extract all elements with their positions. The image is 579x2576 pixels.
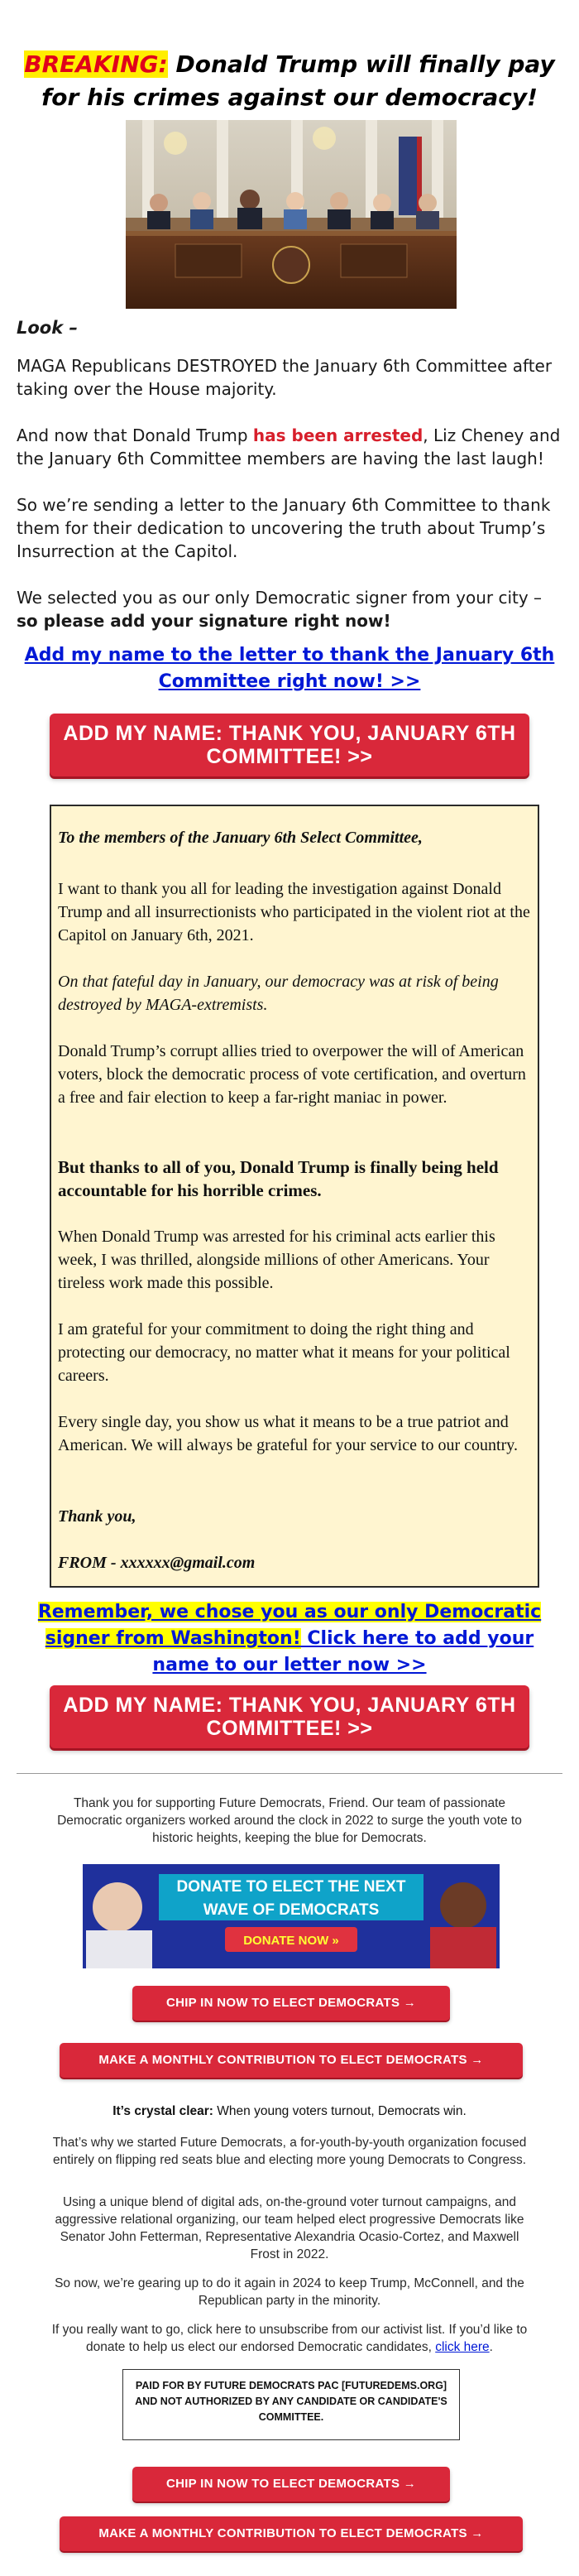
letter-closing: Thank you, — [58, 1507, 136, 1526]
hearing-photo — [126, 120, 457, 309]
letter-paragraph-3: Donald Trump’s corrupt allies tried to overpower the will of American voters, block the democratic process of vote certification, and overturn a free and fair election to keep a far-right maniac in power. — [58, 1042, 526, 1107]
candidate-photo-left — [93, 1882, 142, 1932]
intro-paragraph-2 — [17, 424, 562, 470]
p4-text-bold: so please add your signature right now! — [17, 611, 391, 631]
p2-text-after: , Liz Cheney and the January 6th Committee members are having the last laugh! — [17, 425, 561, 469]
letter-salutation: To the members of the January 6th Select Committee, — [58, 829, 423, 847]
banner-line-1: DONATE TO ELECT THE NEXT — [176, 1878, 406, 1896]
footer-unsubscribe — [50, 2321, 529, 2356]
footer-blend: Using a unique blend of digital ads, on-the-ground voter turnout campaigns, and aggressive relational organizing, our team helped elect progressive Democrats like Senator John Fetterman, Representative Alexandria Ocasio-Cortez, and Maxwell Frost in 2022. — [55, 2195, 524, 2261]
crystal-rest: When young voters turnout, Democrats win. — [213, 2104, 467, 2118]
add-name-link[interactable]: Add my name to the letter to thank the January 6th Committee right now! >> — [24, 645, 555, 692]
letter-paragraph-6: I am grateful for your commitment to doing the right thing and protecting our democracy, no matter what it means for your political careers. — [58, 1320, 510, 1385]
letter-paragraph-5: When Donald Trump was arrested for his criminal acts earlier this week, I was thrilled, alongside millions of other Americans. Your tireless work made this possible. — [58, 1228, 495, 1292]
donate-banner[interactable] — [83, 1864, 500, 1968]
paid-for-disclaimer: PAID FOR BY FUTURE DEMOCRATS PAC [FUTUREDEMS.ORG] AND NOT AUTHORIZED BY ANY CANDIDATE OR CANDIDATE'S COMMITTEE. — [122, 2369, 460, 2440]
p4-text-plain: We selected you as our only Democratic signer from your city – — [17, 588, 543, 608]
section-divider — [17, 1773, 562, 1774]
breaking-label: BREAKING: — [24, 50, 168, 78]
headline-text: Donald Trump will finally pay for his crimes against our democracy! — [41, 50, 555, 111]
p2-text-before: And now that Donald Trump — [17, 425, 253, 445]
monthly-contribution-button[interactable]: MAKE A MONTHLY CONTRIBUTION TO ELECT DEMOCRATS → — [60, 2043, 523, 2078]
monthly-contribution-button-2[interactable]: MAKE A MONTHLY CONTRIBUTION TO ELECT DEMOCRATS → — [60, 2516, 523, 2551]
unsub-after: . — [489, 2340, 493, 2354]
page-headline — [17, 48, 562, 114]
remember-rest[interactable]: Click here to add your name to our letter now >> — [152, 1628, 534, 1675]
crystal-bold: It’s crystal clear: — [112, 2104, 213, 2118]
intro-paragraph-4 — [17, 586, 562, 632]
donate-click-here-link[interactable]: click here — [435, 2340, 490, 2354]
letter-paragraph-2: On that fateful day in January, our democracy was at risk of being destroyed by MAGA-extremists. — [58, 973, 499, 1014]
footer-started: That’s why we started Future Democrats, a for-youth-by-youth organization focused entirely on flipping red seats blue and electing more young Democrats to Congress. — [52, 2136, 527, 2167]
intro-paragraph-1: MAGA Republicans DESTROYED the January 6th Committee after taking over the House majority. — [17, 356, 553, 399]
candidate-photo-right — [440, 1882, 486, 1929]
footer-gearing: So now, we’re gearing up to do it again in 2024 to keep Trump, McConnell, and the Republican party in the minority. — [55, 2276, 524, 2308]
chip-in-button-2[interactable]: CHIP IN NOW TO ELECT DEMOCRATS → — [132, 2467, 450, 2502]
remember-signer-link[interactable] — [17, 1599, 562, 1679]
letter-paragraph-1: I want to thank you all for leading the investigation against Donald Trump and all insurrectionists who participated in the violent riot at the Capitol on January 6th, 2021. — [58, 880, 530, 944]
banner-line-2: WAVE OF DEMOCRATS — [203, 1901, 380, 1919]
intro-paragraph-3: So we’re sending a letter to the January 6th Committee to thank them for their dedication to uncovering the truth about Trump’s Insurrection at the Capitol. — [17, 495, 551, 561]
remember-highlight[interactable]: Remember, we chose you as our only Democratic signer from Washington! — [37, 1602, 542, 1649]
look-intro: Look – — [17, 318, 79, 338]
letter-paragraph-4: But thanks to all of you, Donald Trump is finally being held accountable for his horrible crimes. — [58, 1157, 499, 1200]
arrested-highlight: has been arrested — [252, 425, 423, 445]
add-name-button[interactable]: ADD MY NAME: THANK YOU, JANUARY 6TH COMMITTEE! >> — [50, 714, 529, 776]
unsub-before: If you really want to go, click here to unsubscribe from our activist list. If you’d like to donate to help us elect our endorsed Democratic candidates, — [51, 2323, 528, 2354]
footer-thanks: Thank you for supporting Future Democrats, Friend. Our team of passionate Democratic organizers worked around the clock in 2022 to surge the youth vote to historic heights, keeping the blue for Democrats. — [57, 1796, 522, 1845]
banner-donate-label[interactable]: DONATE NOW » — [243, 1934, 339, 1948]
crystal-clear-line — [50, 2103, 529, 2120]
letter-paragraph-7: Every single day, you show us what it means to be a true patriot and American. We will always be grateful for your service to our country. — [58, 1413, 518, 1454]
add-name-button-2[interactable]: ADD MY NAME: THANK YOU, JANUARY 6TH COMMITTEE! >> — [50, 1685, 529, 1748]
thank-you-letter — [50, 805, 539, 1588]
chip-in-button[interactable]: CHIP IN NOW TO ELECT DEMOCRATS → — [132, 1986, 450, 2021]
letter-signature: FROM - xxxxxx@gmail.com — [58, 1554, 256, 1572]
